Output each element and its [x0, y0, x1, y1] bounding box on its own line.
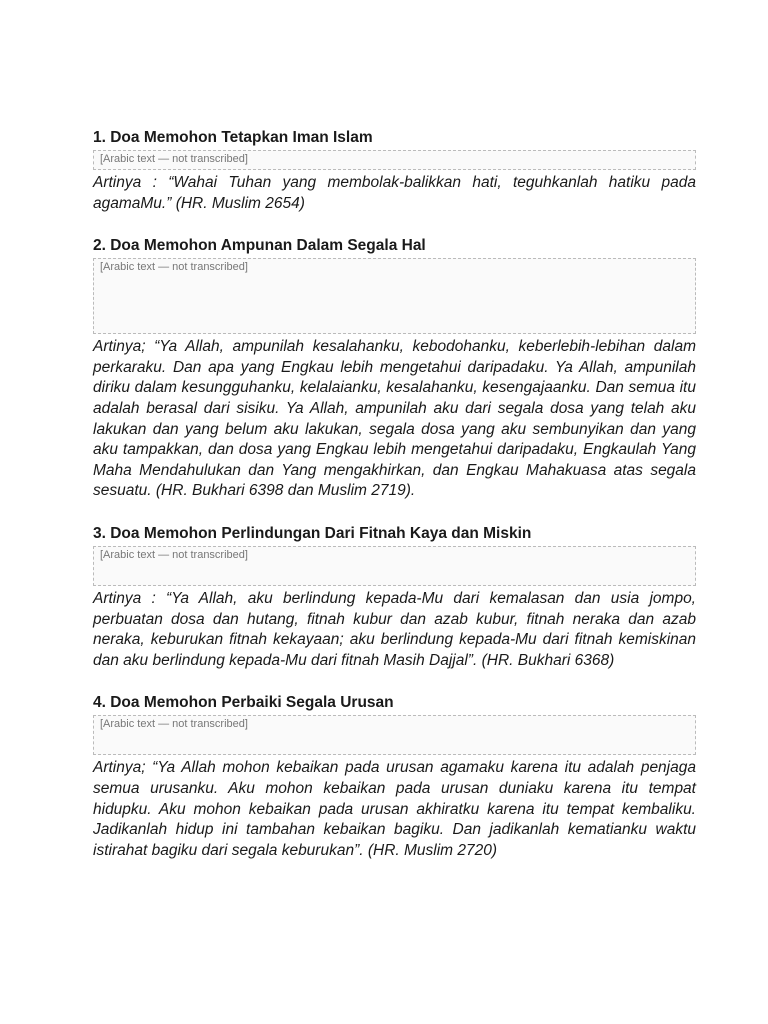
translation-text: Artinya; “Ya Allah, ampunilah kesalahanku, kebodohanku, keberlebih-lebihan dalam perkaraku. Dan apa yang Engkau lebih mengetahui daripadaku. Ya Allah, ampunilah diriku dalam kesungguhanku, kelalaianku, kesalahanku, kesengajaanku. Dan semua itu adalah berasal dari sisiku. Ya Allah, ampunilah aku dari segala dosa yang telah aku lakukan dan yang belum aku lakukan, segala dosa yang aku sembunyikan dan yang aku tampakkan, dan dosa yang Engkau lebih mengetahui daripadaku, Engkaulah Yang Maha Mendahulukan dan Yang mengakhirkan, dan Engkau Mahakuasa atas segala sesuatu. (HR. Bukhari 6398 dan Muslim 2719).	[93, 338, 696, 500]
section-title: 3. Doa Memohon Perlindungan Dari Fitnah Kaya dan Miskin	[93, 524, 532, 542]
arabic-text-placeholder: [Arabic text — not transcribed]	[93, 546, 696, 586]
translation-text: Artinya : “Wahai Tuhan yang membolak-balikkan hati, teguhkanlah hatiku pada agamaMu.” (HR. Muslim 2654)	[93, 174, 696, 212]
arabic-text-placeholder: [Arabic text — not transcribed]	[93, 715, 696, 755]
arabic-text-placeholder: [Arabic text — not transcribed]	[93, 150, 696, 170]
section-2	[93, 236, 696, 502]
translation-text: Artinya; “Ya Allah mohon kebaikan pada urusan agamaku karena itu adalah penjaga semua urusanku. Aku mohon kebaikan pada urusan duniaku karena itu tempat hidupku. Aku mohon kebaikan pada urusan akhiratku karena itu tempat kembaliku. Jadikanlah hidup ini tambahan kebaikan bagiku. Dan jadikanlah kematianku waktu istirahat bagiku dari segala keburukan”. (HR. Muslim 2720)	[93, 759, 696, 859]
section-title: 2. Doa Memohon Ampunan Dalam Segala Hal	[93, 237, 426, 255]
section-3	[93, 524, 696, 671]
section-4	[93, 693, 696, 861]
translation-text: Artinya : “Ya Allah, aku berlindung kepada-Mu dari kemalasan dan usia jompo, perbuatan dosa dan hutang, fitnah kubur dan azab kubur, fitnah neraka dan azab neraka, keburukan fitnah kekayaan; aku berlindung kepada-Mu dari fitnah kemiskinan dan aku berlindung kepada-Mu dari fitnah Masih Dajjal”. (HR. Bukhari 6368)	[93, 589, 696, 669]
section-title: 4. Doa Memohon Perbaiki Segala Urusan	[93, 694, 394, 712]
arabic-text-placeholder: [Arabic text — not transcribed]	[93, 258, 696, 334]
section-1	[93, 128, 696, 214]
section-title: 1. Doa Memohon Tetapkan Iman Islam	[93, 129, 373, 146]
